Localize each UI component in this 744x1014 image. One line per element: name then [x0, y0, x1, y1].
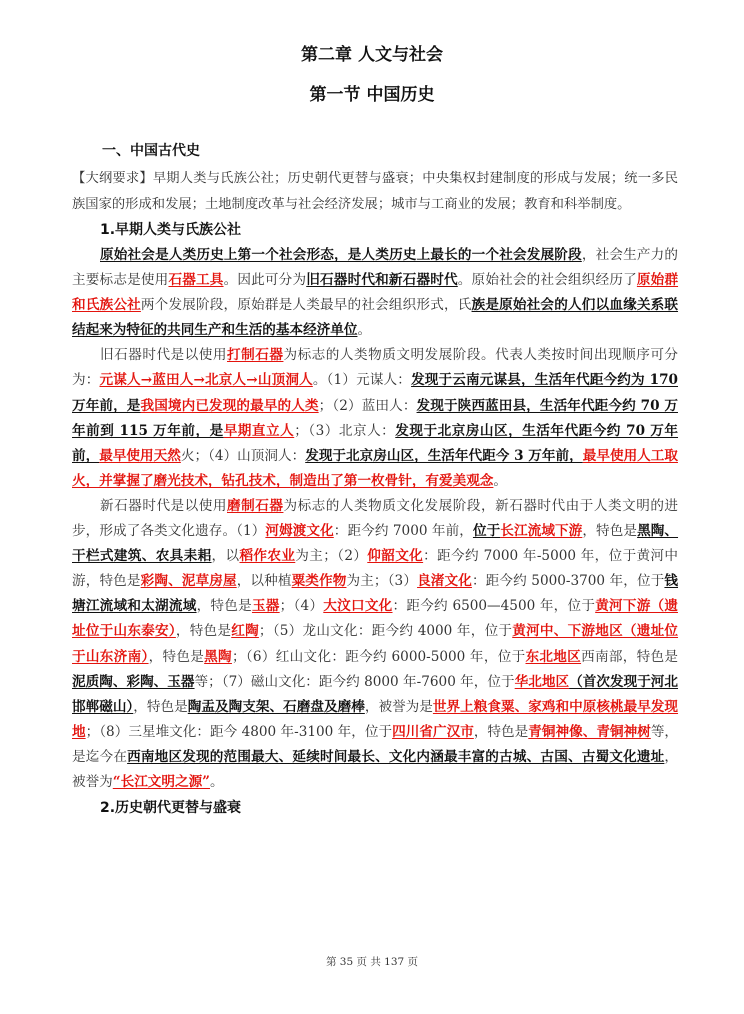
heading-dynasties: 2.历史朝代更替与盛衰: [100, 800, 242, 817]
text-run: ，特色是: [148, 648, 205, 665]
highlight-red-text: 仰韶文化: [367, 548, 424, 565]
text-run: ，以: [211, 548, 240, 565]
highlight-red-text: 世界上粮食粟、家鸡和中原核桃最早发现地: [72, 698, 679, 740]
section-title: 第一节 中国历史: [309, 85, 435, 105]
highlight-red-text: “长江文明之源”: [112, 773, 210, 790]
text-run: 。: [357, 322, 372, 339]
highlight-bold-text: 黑陶、干栏式建筑、农具耒耜: [72, 523, 679, 565]
highlight-red-text: 最早使用人工取火，并掌握了磨光技术，钻孔技术，制造出了第一枚骨针，有爱美观念: [72, 447, 678, 489]
text-run: ，特色是: [175, 623, 232, 640]
paragraph-primitive-society: [72, 243, 678, 343]
highlight-bold-text: 钱塘江流域和太湖流域: [72, 573, 679, 615]
text-run: ；（8）三星堆文化：距今 4800 年-3100 年，位于: [85, 723, 393, 740]
highlight-red-text: 元谋人→蓝田人→北京人→山顶洞人: [99, 372, 313, 389]
highlight-red-text: 东北地区: [525, 648, 582, 665]
highlight-red-text: 石器工具: [168, 272, 224, 289]
highlight-bold-text: 发现于云南元谋县，生活年代距今约为 170 万年前，是: [72, 372, 679, 414]
highlight-red-text: 大汶口文化: [323, 598, 393, 615]
text-run: ：距今约 7000 年-5000 年，位于黄河中游，特色是: [72, 548, 679, 590]
text-run: ：距今约 5000-3700 年，位于: [471, 573, 665, 590]
highlight-red-text: 打制石器: [227, 347, 284, 364]
text-run: 西南部，特色是: [581, 648, 679, 665]
chapter-title: 第二章 人文与社会: [301, 45, 443, 65]
text-run: 火；（4）山顶洞人：: [180, 447, 306, 464]
text-run: 。原始社会的社会组织经历了: [457, 272, 637, 289]
highlight-red-text: 我国境内已发现的最早的人类: [140, 397, 319, 414]
text-run: 为标志的人类物质文明发展阶段。代表人类按时间出现顺序可分为：: [72, 347, 679, 389]
text-run: ：距今约 6500—4500 年，位于: [392, 598, 596, 615]
text-run: ，社会生产力的主要标志是使用: [72, 247, 679, 289]
text-run: 。: [493, 472, 507, 489]
page-footer: 第 35 页 共 137 页: [325, 956, 419, 968]
highlight-bold-text: 位于: [472, 523, 501, 540]
highlight-bold-text: 原始社会是人类历史上第一个社会形态，是人类历史上最长的一个社会发展阶段: [100, 247, 582, 263]
paragraph-paleolithic: [72, 343, 678, 494]
highlight-red-text: 良渚文化: [417, 573, 472, 590]
content-body: [72, 138, 678, 821]
highlight-red-text: 原始群和氏族公社: [72, 272, 679, 314]
text-run: 为主；（3）: [346, 573, 418, 590]
highlight-red-text: 玉器: [251, 598, 280, 615]
highlight-bold-text: 发现于北京房山区，生活年代距今 3 万年前，: [305, 447, 583, 464]
highlight-red-text: 长江流域下游: [500, 523, 583, 540]
text-run: 。（1）元谋人：: [312, 372, 412, 389]
text-run: ，以种植: [236, 573, 292, 590]
highlight-red-text: 黄河下游（遗址位于山东泰安）: [72, 598, 678, 640]
highlight-bold-text: 族是原始社会的人们以血缘关系联结起来为特征的共同生产和生活的基本经济单位: [72, 297, 679, 339]
highlight-red-text: 红陶: [231, 623, 259, 640]
text-run: 。因此可分为: [223, 272, 307, 289]
highlight-red-text: 河姆渡文化: [265, 523, 334, 540]
highlight-red-text: 黄河中、下游地区（遗址位于山东济南）: [72, 623, 679, 665]
highlight-bold-text: 发现于北京房山区，生活年代距今约 70 万年前，: [72, 422, 679, 464]
text-run: ：距今约 7000 年前，: [333, 523, 473, 540]
text-run: ，被誉为: [72, 748, 678, 790]
heading-ancient-history: 一、中国古代史: [102, 143, 200, 159]
highlight-bold-text: 陶盂及陶支架、石磨盘及磨棒: [187, 698, 365, 715]
text-run: ，特色是: [133, 698, 188, 715]
highlight-red-text: 四川省广汉市: [392, 723, 474, 740]
text-run: 。: [209, 773, 224, 790]
text-run: 两个发展阶段，原始群是人类最早的社会组织形式，氏: [140, 297, 472, 314]
highlight-red-text: 黑陶: [204, 648, 232, 665]
text-run: ；（2）蓝田人：: [318, 397, 417, 414]
text-run: ；（5）龙山文化：距今约 4000 年，位于: [258, 623, 513, 640]
text-run: ，被誉为是: [364, 698, 433, 715]
highlight-red-text: 早期直立人: [223, 422, 295, 439]
syllabus-outline: 【大纲要求】早期人类与氏族公社；历史朝代更替与盛衰；中央集权封建制度的形成与发展；统一多民族国家的形成和发展；土地制度改革与社会经济发展；城市与工商业的发展；教育和科举制度。: [72, 171, 678, 212]
highlight-red-text: 粟类作物: [291, 573, 347, 590]
text-run: ，特色是: [582, 523, 638, 540]
text-run: 等；（7）磁山文化：距今约 8000 年-7600 年，位于: [194, 673, 515, 690]
text-run: ；（6）红山文化：距今约 6000-5000 年，位于: [231, 648, 526, 665]
text-run: 为标志的人类物质文化发展阶段，新石器时代由于人类文明的进步，形成了各类文化遗存。（1）: [72, 497, 679, 540]
text-run: 为主；（2）: [295, 548, 368, 565]
highlight-bold-text: 旧石器时代和新石器时代: [306, 272, 458, 289]
text-run: 新石器时代是以使用: [100, 497, 227, 514]
highlight-red-text: 彩陶、泥草房屋: [140, 573, 237, 590]
highlight-red-text: 稻作农业: [239, 548, 296, 565]
text-run: ；（4）: [279, 598, 324, 615]
highlight-bold-text: 发现于陕西蓝田县，生活年代距今约 70 万年前到 115 万年前，是: [72, 397, 678, 439]
highlight-bold-text: 泥质陶、彩陶、玉器: [72, 673, 195, 690]
highlight-bold-text: 西南地区发现的范围最大、延续时间最长、文化内涵最丰富的古城、古国、古蜀文化遗址: [127, 748, 665, 765]
highlight-red-text: 华北地区: [514, 673, 570, 690]
heading-early-humans: 1.早期人类与氏族公社: [100, 222, 242, 238]
paragraph-neolithic: [72, 494, 678, 795]
text-run: 旧石器时代是以使用: [100, 347, 227, 364]
highlight-red-text: 最早使用天然: [99, 447, 181, 464]
highlight-red-text: 磨制石器: [227, 497, 284, 514]
highlight-bold-text: （首次发现于河北邯郸磁山）: [72, 673, 679, 715]
highlight-red-text: 青铜神像、青铜神树: [528, 723, 651, 740]
text-run: 等，是迄今在: [72, 723, 679, 765]
text-run: ；（3）北京人：: [294, 422, 396, 439]
text-run: ，特色是: [196, 598, 252, 615]
text-run: ，特色是: [473, 723, 529, 740]
